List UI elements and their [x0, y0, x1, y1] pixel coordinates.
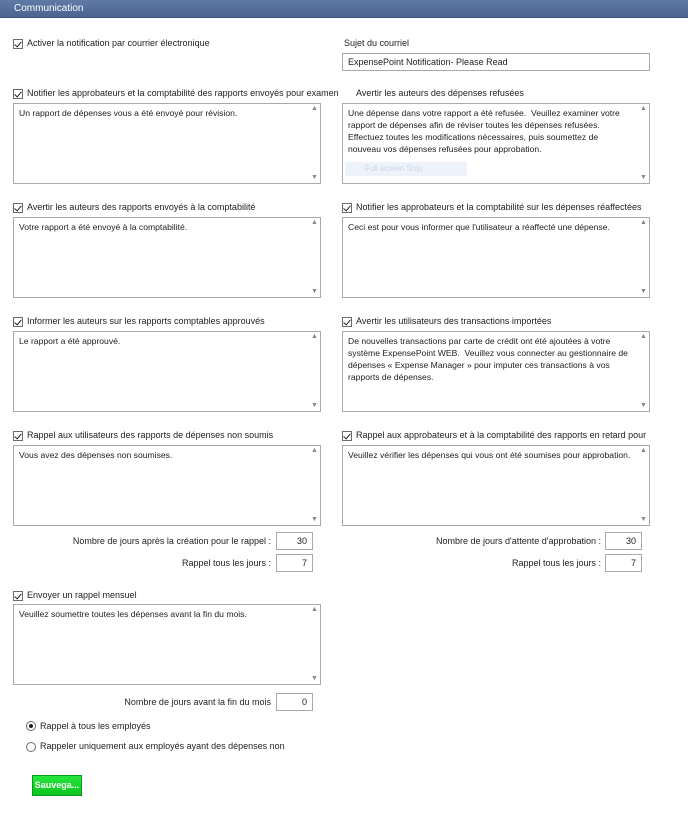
notify-approvers-review-label: Notifier les approbateurs et la comptabilité des rapports envoyés pour examen [27, 88, 339, 98]
unsubmitted-reminder-checkbox[interactable] [13, 431, 23, 441]
textarea-text: Vous avez des dépenses non soumises. [19, 450, 173, 460]
snip-watermark: Full screen Snip [345, 162, 467, 176]
textarea-text: Votre rapport a été envoyé à la comptabilité. [19, 222, 188, 232]
scroll-down-icon[interactable]: ▼ [311, 516, 318, 523]
notify-approvers-review-checkbox[interactable] [13, 89, 23, 99]
subject-label: Sujet du courriel [344, 38, 410, 48]
days-after-creation-input[interactable]: 30 [276, 532, 313, 550]
scroll-down-icon[interactable]: ▼ [640, 174, 647, 181]
textarea-text: De nouvelles transactions par carte de crédit ont été ajoutées à votre système ExpensePoint WEB. Veuillez vous connecter au gestionnaire de dépenses « Expense Manager » pour imputer ces transactions à vos rapports de dépenses. [348, 336, 631, 382]
textarea-text: Une dépense dans votre rapport a été refusée. Veuillez examiner votre rapport de dépenses afin de réviser toutes les dépenses refusées. Effectuez toutes les modifications nécessaires, puis soumettez de nouveau vos dépenses refusées pour approbation. [348, 108, 623, 154]
remind-all-employees-label: Rappel à tous les employés [40, 721, 151, 731]
monthly-reminder-textarea[interactable] [13, 604, 321, 685]
reassigned-expenses-label: Notifier les approbateurs et la comptabilité sur les dépenses réaffectées [356, 202, 642, 212]
days-before-month-end-input[interactable]: 0 [276, 693, 313, 711]
scroll-up-icon[interactable]: ▲ [640, 219, 647, 226]
remind-all-employees-radio[interactable] [26, 721, 36, 731]
scroll-down-icon[interactable]: ▼ [311, 174, 318, 181]
section-title: Communication [14, 3, 84, 14]
scroll-up-icon[interactable]: ▲ [311, 447, 318, 454]
scroll-up-icon[interactable]: ▲ [311, 606, 318, 613]
scroll-down-icon[interactable]: ▼ [311, 288, 318, 295]
days-after-creation-label: Nombre de jours après la création pour le rappel : [72, 536, 271, 546]
days-waiting-approval-label: Nombre de jours d'attente d'approbation : [435, 536, 601, 546]
textarea-text: Ceci est pour vous informer que l'utilisateur a réaffecté une dépense. [348, 222, 610, 232]
save-button[interactable]: Sauvega... [32, 775, 82, 796]
remind-pending-employees-label: Rappeler uniquement aux employés ayant des dépenses non [40, 741, 285, 751]
scroll-down-icon[interactable]: ▼ [311, 675, 318, 682]
remind-pending-employees-radio[interactable] [26, 742, 36, 752]
imported-transactions-checkbox[interactable] [342, 317, 352, 327]
section-header [0, 0, 688, 18]
scroll-down-icon[interactable]: ▼ [640, 402, 647, 409]
textarea-text: Veuillez soumettre toutes les dépenses avant la fin du mois. [19, 609, 247, 619]
email-notification-label: Activer la notification par courrier électronique [27, 38, 210, 48]
notify-authors-accounting-textarea[interactable] [13, 217, 321, 298]
right-repeat-days-input[interactable]: 7 [605, 554, 642, 572]
reassigned-expenses-textarea[interactable] [342, 217, 650, 298]
textarea-text: Le rapport a été approuvé. [19, 336, 121, 346]
email-notification-checkbox[interactable] [13, 39, 23, 49]
monthly-reminder-checkbox[interactable] [13, 591, 23, 601]
reassigned-expenses-checkbox[interactable] [342, 203, 352, 213]
overdue-approval-reminder-checkbox[interactable] [342, 431, 352, 441]
subject-input[interactable]: ExpensePoint Notification- Please Read [342, 53, 650, 71]
notify-approvers-review-textarea[interactable] [13, 103, 321, 184]
scroll-up-icon[interactable]: ▲ [311, 333, 318, 340]
unsubmitted-reminder-label: Rappel aux utilisateurs des rapports de dépenses non soumis [27, 430, 274, 440]
scroll-down-icon[interactable]: ▼ [640, 516, 647, 523]
scroll-down-icon[interactable]: ▼ [640, 288, 647, 295]
scroll-up-icon[interactable]: ▲ [640, 333, 647, 340]
scroll-up-icon[interactable]: ▲ [311, 219, 318, 226]
left-repeat-days-input[interactable]: 7 [276, 554, 313, 572]
notify-authors-accounting-label: Avertir les auteurs des rapports envoyés à la comptabilité [27, 202, 256, 212]
right-repeat-days-label: Rappel tous les jours : [511, 558, 601, 568]
monthly-reminder-label: Envoyer un rappel mensuel [27, 590, 137, 600]
unsubmitted-reminder-textarea[interactable] [13, 445, 321, 526]
approved-reports-label: Informer les auteurs sur les rapports comptables approuvés [27, 316, 265, 326]
textarea-text: Veuillez vérifier les dépenses qui vous ont été soumises pour approbation. [348, 450, 631, 460]
days-waiting-approval-input[interactable]: 30 [605, 532, 642, 550]
overdue-approval-reminder-textarea[interactable] [342, 445, 650, 526]
left-repeat-days-label: Rappel tous les jours : [181, 558, 271, 568]
scroll-up-icon[interactable]: ▲ [311, 105, 318, 112]
refused-expenses-label: Avertir les auteurs des dépenses refusées [356, 88, 524, 98]
scroll-up-icon[interactable]: ▲ [640, 447, 647, 454]
overdue-approval-reminder-label: Rappel aux approbateurs et à la comptabilité des rapports en retard pour [356, 430, 647, 440]
imported-transactions-textarea[interactable] [342, 331, 650, 412]
scroll-up-icon[interactable]: ▲ [640, 105, 647, 112]
scroll-down-icon[interactable]: ▼ [311, 402, 318, 409]
notify-authors-accounting-checkbox[interactable] [13, 203, 23, 213]
approved-reports-checkbox[interactable] [13, 317, 23, 327]
days-before-month-end-label: Nombre de jours avant la fin du mois [124, 697, 271, 707]
textarea-text: Un rapport de dépenses vous a été envoyé pour révision. [19, 108, 238, 118]
approved-reports-textarea[interactable] [13, 331, 321, 412]
imported-transactions-label: Avertir les utilisateurs des transactions importées [356, 316, 552, 326]
